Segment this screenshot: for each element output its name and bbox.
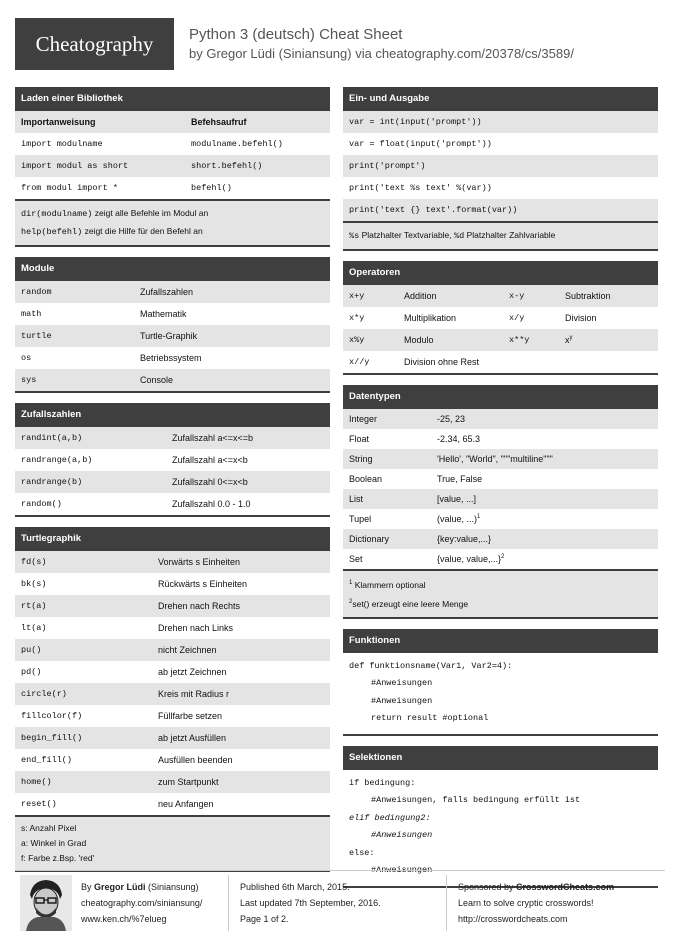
desc-cell: ab jetzt Ausfüllen <box>158 733 227 743</box>
table-row <box>15 303 330 325</box>
table-row <box>15 639 330 661</box>
column-header: Befehsaufruf <box>191 117 247 127</box>
code-cell: home() <box>21 777 52 787</box>
author-website-link[interactable]: www.ken.ch/%7elueg <box>81 914 167 924</box>
code-inline: %s <box>349 231 360 241</box>
table-row <box>15 771 330 793</box>
code-cell: pu() <box>21 645 42 655</box>
example-cell: [value, ...] <box>437 494 477 504</box>
code-cell: random() <box>21 499 62 509</box>
code-cell: random <box>21 287 52 297</box>
table-row <box>343 529 658 549</box>
desc-cell: neu Anfangen <box>158 799 214 809</box>
code-cell: fillcolor(f) <box>21 711 83 721</box>
code-cell: math <box>21 309 42 319</box>
code-row <box>343 133 658 155</box>
table-row <box>15 449 330 471</box>
table-row <box>15 727 330 749</box>
section-laden <box>15 87 330 247</box>
section-module <box>15 257 330 393</box>
section-note <box>343 569 658 617</box>
table-row <box>343 489 658 509</box>
table-row <box>15 617 330 639</box>
desc-cell: Kreis mit Radius r <box>158 689 230 699</box>
note-text: Klammern optional <box>352 579 426 590</box>
page-title: Python 3 (deutsch) Cheat Sheet <box>189 26 403 43</box>
desc-cell: Division <box>565 313 597 323</box>
code-cell: x//y <box>349 357 370 367</box>
code-cell: x/y <box>509 313 525 323</box>
note-text: Platzhalter Zahlvariable <box>464 230 556 240</box>
code-line: #Anweisungen <box>371 865 433 876</box>
code-row <box>343 111 658 133</box>
code-row <box>343 177 658 199</box>
code-cell: circle(r) <box>21 689 67 699</box>
code-cell: var = int(input('prompt')) <box>349 117 482 127</box>
desc-cell: Zufallszahl 0.0 - 1.0 <box>172 499 251 509</box>
sponsor-tagline: Learn to solve cryptic crosswords! <box>458 898 594 908</box>
section-title: Datentypen <box>343 385 658 409</box>
table-row <box>15 493 330 515</box>
code-cell: x*y <box>349 313 365 323</box>
example-cell: 'Hello', "World", """multiline""" <box>437 454 553 464</box>
desc-cell: Turtle-Graphik <box>140 331 198 341</box>
section-selektionen <box>343 746 658 888</box>
updated-date: Last updated 7th September, 2016. <box>240 898 381 908</box>
type-cell: String <box>349 454 373 464</box>
footnote-ref: 2 <box>501 554 505 560</box>
code-cell: from modul import * <box>21 183 118 193</box>
code-cell: rt(a) <box>21 601 47 611</box>
code-cell: reset() <box>21 799 57 809</box>
desc-cell: Subtraktion <box>565 291 611 301</box>
sponsor-info <box>458 879 614 927</box>
desc-cell <box>565 335 658 345</box>
code-line: #Anweisungen <box>371 830 433 841</box>
note-text: zeigt die Hilfe für den Befehl an <box>82 226 203 236</box>
desc-cell: Mathematik <box>140 309 187 319</box>
example-cell: -2.34, 65.3 <box>437 434 481 444</box>
desc-cell: zum Startpunkt <box>158 777 219 787</box>
code-cell: import modul as short <box>21 161 129 171</box>
column-header: Importanweisung <box>21 117 96 127</box>
desc-cell: Vorwärts s Einheiten <box>158 557 241 567</box>
table-row <box>15 705 330 727</box>
section-title: Ein- und Ausgabe <box>343 87 658 111</box>
sponsor-name[interactable]: CrosswordCheats.com <box>516 882 615 892</box>
section-datentypen <box>343 385 658 619</box>
table-row <box>15 749 330 771</box>
type-cell: Float <box>349 434 370 444</box>
code-line: elif bedingung2: <box>349 812 431 823</box>
footer-divider <box>228 875 229 931</box>
desc-cell: Füllfarbe setzen <box>158 711 223 721</box>
code-cell: end_fill() <box>21 755 73 765</box>
desc-cell: nicht Zeichnen <box>158 645 217 655</box>
section-operatoren <box>343 261 658 375</box>
example-text: {value, value,...} <box>437 554 502 564</box>
note-text: f: Farbe z.Bsp. 'red' <box>21 853 95 863</box>
example-cell: True, False <box>437 474 483 484</box>
publish-info <box>240 879 381 927</box>
section-note <box>15 815 330 870</box>
table-row <box>343 307 658 329</box>
code-cell: randrange(a,b) <box>21 455 93 465</box>
code-line: #Anweisungen <box>371 678 433 689</box>
table-row <box>15 573 330 595</box>
page-number: Page 1 of 2. <box>240 914 289 924</box>
desc-cell: Console <box>140 375 174 385</box>
code-cell: randrange(b) <box>21 477 83 487</box>
section-title: Zufallszahlen <box>15 403 330 427</box>
code-cell: bk(s) <box>21 579 47 589</box>
section-funktionen <box>343 629 658 736</box>
right-column <box>343 87 658 898</box>
desc-cell: Division ohne Rest <box>404 357 480 367</box>
type-cell: Boolean <box>349 474 383 484</box>
footnote-ref: 1 <box>477 514 481 520</box>
sponsor-link[interactable]: http://crosswordcheats.com <box>458 914 568 924</box>
table-row <box>343 351 658 373</box>
code-cell: turtle <box>21 331 52 341</box>
note-text: Platzhalter Textvariable, <box>359 230 455 240</box>
example-text: (value, ...) <box>437 514 478 524</box>
desc-cell: Modulo <box>404 335 434 345</box>
table-row <box>343 549 658 569</box>
code-cell: begin_fill() <box>21 733 83 743</box>
table-row <box>15 471 330 493</box>
table-row <box>15 325 330 347</box>
example-cell: -25, 23 <box>437 414 466 424</box>
table-header-row <box>15 111 330 133</box>
table-row <box>343 509 658 529</box>
footnote-mark: 2 <box>349 598 353 605</box>
section-title: Module <box>15 257 330 281</box>
note-text: a: Winkel in Grad <box>21 838 87 848</box>
desc-cell: Zufallszahl a<=x<=b <box>172 433 254 443</box>
table-row <box>15 551 330 573</box>
type-cell: Integer <box>349 414 378 424</box>
table-row <box>15 177 330 199</box>
desc-cell: ab jetzt Zeichnen <box>158 667 227 677</box>
table-row <box>343 409 658 429</box>
published-date: Published 6th March, 2015. <box>240 882 350 892</box>
section-title: Operatoren <box>343 261 658 285</box>
table-row <box>343 285 658 307</box>
code-cell: var = float(input('prompt')) <box>349 139 492 149</box>
code-cell: randint(a,b) <box>21 433 83 443</box>
table-row <box>15 155 330 177</box>
code-row <box>343 199 658 221</box>
sponsor-prefix: Sponsored by <box>458 882 517 892</box>
code-cell: modulname.befehl() <box>191 139 283 149</box>
note-text: zeigt alle Befehle im Modul an <box>92 208 209 218</box>
by-label: By <box>81 882 95 892</box>
code-cell: os <box>21 353 32 363</box>
type-cell: Dictionary <box>349 534 390 544</box>
code-line: def funktionsname(Var1, Var2=4): <box>349 660 513 671</box>
section-title: Selektionen <box>343 746 658 770</box>
section-zufallszahlen <box>15 403 330 517</box>
code-block <box>343 653 658 734</box>
section-note <box>343 221 658 249</box>
footer-divider <box>446 875 447 931</box>
desc-cell: Drehen nach Rechts <box>158 601 241 611</box>
code-cell: lt(a) <box>21 623 47 633</box>
footnote-mark: 1 <box>349 580 353 586</box>
desc-cell: Rückwärts s Einheiten <box>158 579 248 589</box>
type-cell: Set <box>349 554 363 564</box>
author-name[interactable]: Gregor Lüdi <box>94 882 146 892</box>
table-row <box>343 469 658 489</box>
desc-cell: Addition <box>404 291 437 301</box>
code-cell: print('text %s text' %(var)) <box>349 183 492 193</box>
table-row <box>15 793 330 815</box>
code-cell: pd() <box>21 667 42 677</box>
table-row <box>15 595 330 617</box>
code-line: #Anweisungen <box>371 695 433 706</box>
code-cell: print('prompt') <box>349 161 426 171</box>
left-column <box>15 87 330 882</box>
table-row <box>15 369 330 391</box>
code-inline: dir(modulname) <box>21 209 93 219</box>
code-cell: x%y <box>349 335 365 345</box>
desc-cell: Zufallszahlen <box>140 287 194 297</box>
author-info <box>81 879 202 927</box>
table-row <box>15 281 330 303</box>
example-cell: {key:value,...} <box>437 534 492 544</box>
code-cell: x-y <box>509 291 525 301</box>
example-cell <box>437 514 658 524</box>
desc-cell: Betriebssystem <box>140 353 202 363</box>
author-avatar <box>20 875 72 931</box>
section-note <box>15 199 330 245</box>
author-nick: (Siniansung) <box>145 882 199 892</box>
code-cell: short.befehl() <box>191 161 263 171</box>
author-link[interactable]: cheatography.com/siniansung/ <box>81 898 203 908</box>
code-line: #Anweisungen, falls bedingung erfüllt ist <box>371 795 581 806</box>
header <box>15 18 665 70</box>
code-line: else: <box>349 847 375 858</box>
table-row <box>15 427 330 449</box>
desc-cell: Drehen nach Links <box>158 623 234 633</box>
section-title: Turtlegraphik <box>15 527 330 551</box>
table-row <box>343 429 658 449</box>
code-cell: x**y <box>509 335 530 345</box>
code-cell: befehl() <box>191 183 232 193</box>
code-cell: x+y <box>349 291 365 301</box>
section-title: Laden einer Bibliothek <box>15 87 330 111</box>
table-row <box>15 661 330 683</box>
cheatography-logo[interactable]: Cheatography <box>15 18 174 70</box>
table-row <box>15 683 330 705</box>
code-cell: fd(s) <box>21 557 47 567</box>
code-line: return result #optional <box>371 713 489 724</box>
code-cell: print('text {} text'.format(var)) <box>349 205 518 215</box>
page-subtitle[interactable]: by Gregor Lüdi (Siniansung) via cheatography.com/20378/cs/3589/ <box>189 46 574 61</box>
type-cell: Tupel <box>349 514 372 524</box>
footer <box>15 870 665 936</box>
code-inline: %d <box>454 231 465 241</box>
table-row <box>343 449 658 469</box>
note-text: set() erzeugt eine leere Menge <box>352 598 469 609</box>
desc-cell: Zufallszahl 0<=x<b <box>172 477 248 487</box>
code-cell: import modulname <box>21 139 103 149</box>
table-row <box>15 133 330 155</box>
table-row <box>15 347 330 369</box>
code-block <box>343 770 658 886</box>
desc-cell: Multiplikation <box>404 313 457 323</box>
code-line: if bedingung: <box>349 777 416 788</box>
code-inline: help(befehl) <box>21 227 83 237</box>
code-cell: sys <box>21 375 37 385</box>
code-row <box>343 155 658 177</box>
power-base: x <box>565 335 570 345</box>
desc-cell: Ausfüllen beenden <box>158 755 233 765</box>
power-exponent: y <box>569 335 573 341</box>
section-turtlegraphik <box>15 527 330 872</box>
example-cell <box>437 554 658 564</box>
type-cell: List <box>349 494 364 504</box>
desc-cell: Zufallszahl a<=x<b <box>172 455 248 465</box>
table-row <box>343 329 658 351</box>
note-text: s: Anzahl Pixel <box>21 823 77 833</box>
section-ein-ausgabe <box>343 87 658 251</box>
section-title: Funktionen <box>343 629 658 653</box>
